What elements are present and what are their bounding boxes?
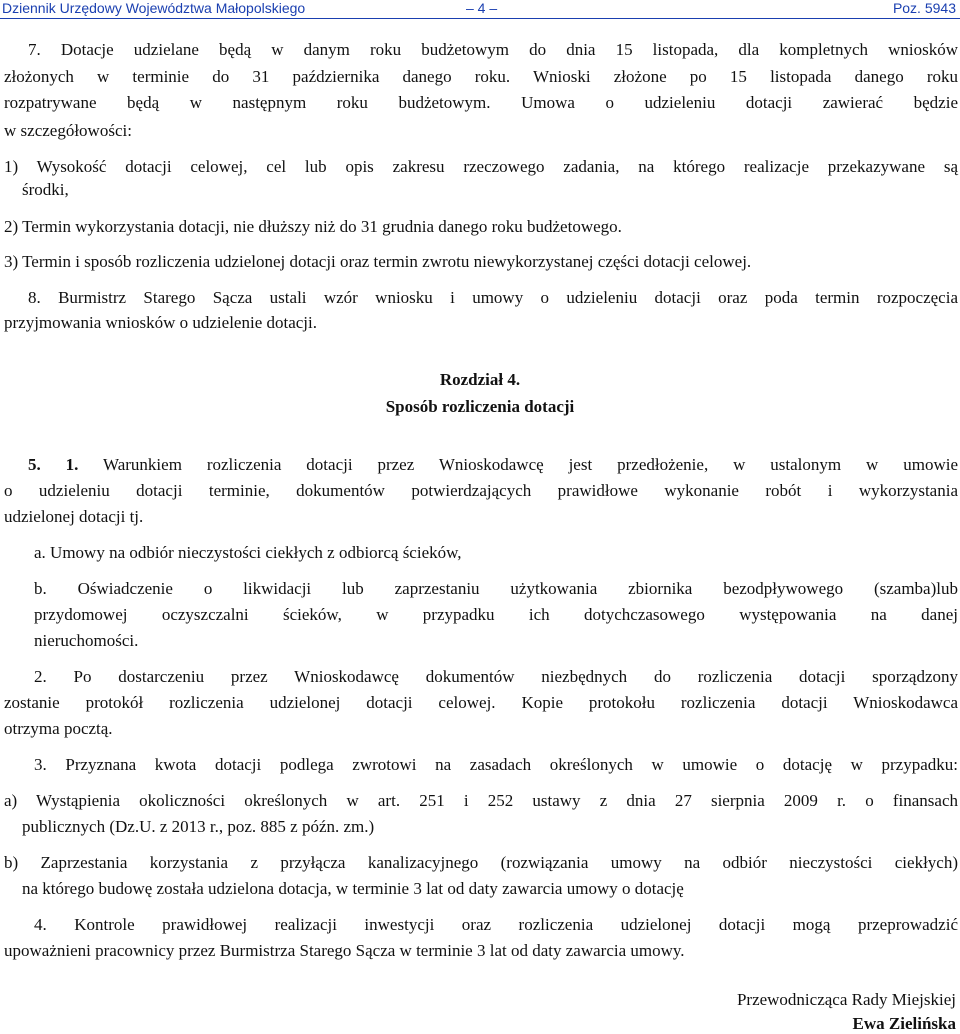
text-line: 5. 1. Warunkiem rozliczenia dotacji przez Wnioskodawcę jest przedłożenie, w ustalonym w umowie <box>28 455 959 474</box>
text-line: na którego budowę została udzielona dotacja, w terminie 3 lat od daty zawarcia umowy o dotację <box>22 879 684 898</box>
chapter-title: Rozdział 4. <box>439 370 521 389</box>
text-line: b. Oświadczenie o likwidacji lub zaprzestaniu użytkowania zbiornika bezodpływowego (szamba)lub <box>34 579 958 598</box>
position-number: Poz. 5943 <box>892 0 956 16</box>
text-line: nieruchomości. <box>34 631 139 650</box>
text-line: środki, <box>22 180 69 199</box>
text-line: zostanie protokół rozliczenia udzielonej dotacji celowej. Kopie protokołu rozliczenia dotacji Wnioskodawca <box>4 693 958 712</box>
text-line: publicznych (Dz.U. z 2013 r., poz. 885 z późn. zm.) <box>22 817 375 836</box>
chapter-subtitle: Sposób rozliczenia dotacji <box>385 397 575 416</box>
text-line: a) Wystąpienia okoliczności określonych w art. 251 i 252 ustawy z dnia 27 sierpnia 2009 r. o finansach <box>4 791 958 810</box>
text-line: a. Umowy na odbiór nieczystości ciekłych z odbiorcą ścieków, <box>34 543 462 562</box>
text-line: rozpatrywane będą w następnym roku budżetowym. Umowa o udzieleniu dotacji zawierać będzie <box>4 93 958 112</box>
signature-name: Ewa Zielińska <box>852 1014 956 1033</box>
text-line: 3. Przyznana kwota dotacji podlega zwrotowi na zasadach określonych w umowie o dotację w przypadku: <box>34 755 958 774</box>
text-line: 2. Po dostarczeniu przez Wnioskodawcę dokumentów niezbędnych do rozliczenia dotacji sporządzony <box>34 667 958 686</box>
text-line: przyjmowania wniosków o udzielenie dotacji. <box>4 313 317 332</box>
text-line: udzielonej dotacji tj. <box>4 507 144 526</box>
text-line: b) Zaprzestania korzystania z przyłącza kanalizacyjnego (rozwiązania umowy na odbiór nieczystości ciekłych) <box>4 853 958 872</box>
journal-title: Dziennik Urzędowy Województwa Małopolskiego <box>2 0 306 16</box>
text-line: złożonych w terminie do 31 października danego roku. Wnioski złożone po 15 listopada danego roku <box>4 67 958 86</box>
page-number: – 4 – <box>466 0 498 16</box>
text-line: upoważnieni pracownicy przez Burmistrza Starego Sącza w terminie 3 lat od daty zawarcia umowy. <box>4 941 685 960</box>
text-line: 7. Dotacje udzielane będą w danym roku budżetowym do dnia 15 listopada, dla kompletnych wniosków <box>28 40 958 59</box>
text-line: przydomowej oczyszczalni ścieków, w przypadku ich dotychczasowego występowania na danej <box>34 605 958 624</box>
text-line: 1) Wysokość dotacji celowej, cel lub opis zakresu rzeczowego zadania, na którego realizacje przekazywane są <box>4 157 958 176</box>
signature-role: Przewodnicząca Rady Miejskiej <box>736 990 956 1009</box>
text-line: 3) Termin i sposób rozliczenia udzielonej dotacji oraz termin zwrotu niewykorzystanej części dotacji celowej. <box>4 252 752 271</box>
page-header <box>0 0 960 19</box>
text-line: 2) Termin wykorzystania dotacji, nie dłuższy niż do 31 grudnia danego roku budżetowego. <box>4 217 622 236</box>
text-line: 4. Kontrole prawidłowej realizacji inwestycji oraz rozliczenia udzielonej dotacji mogą przeprowadzić <box>34 915 958 934</box>
text-line: w szczegółowości: <box>4 121 132 140</box>
text-line: o udzieleniu dotacji terminie, dokumentów potwierdzających prawidłowe wykonanie robót i wykorzystania <box>4 481 958 500</box>
text-line: 8. Burmistrz Starego Sącza ustali wzór wniosku i umowy o udzieleniu dotacji oraz poda termin rozpoczęcia <box>28 288 958 307</box>
text-line: otrzyma pocztą. <box>4 719 113 738</box>
